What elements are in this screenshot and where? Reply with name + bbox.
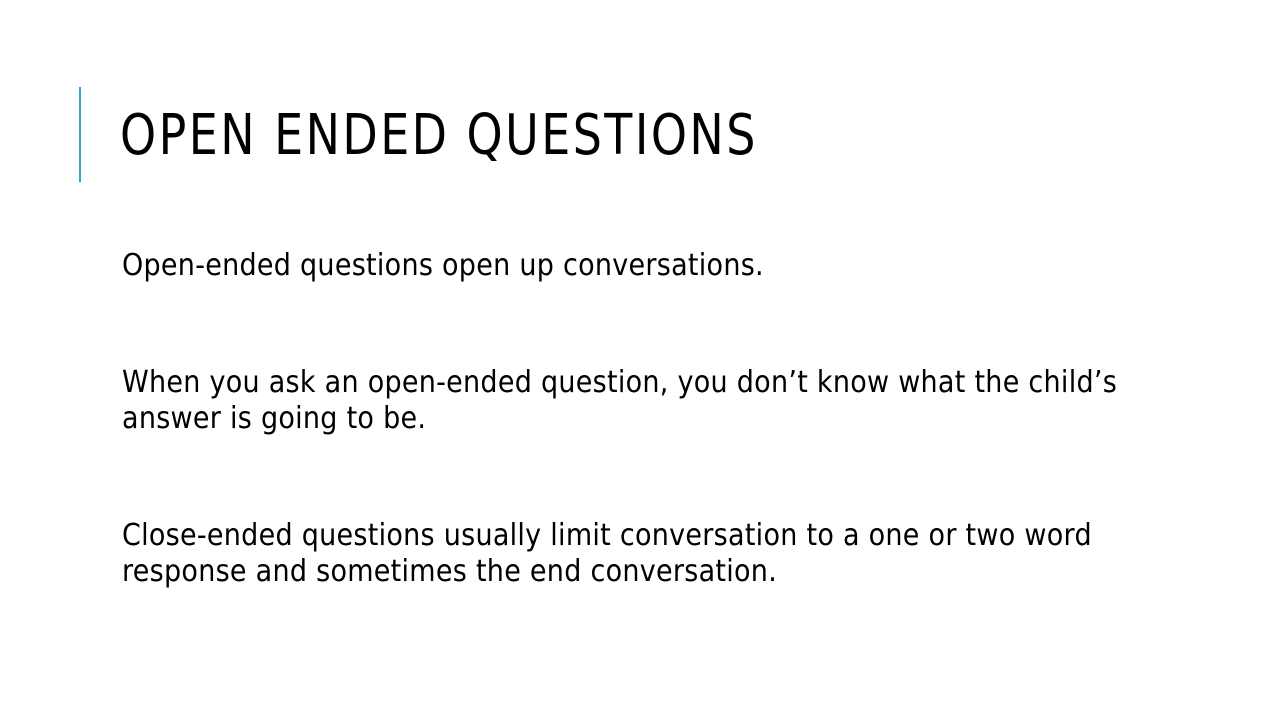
slide-body [122, 248, 1162, 590]
paragraph-open-ended: Open-ended questions open up conversations. [122, 248, 764, 283]
paragraph-unknown-answer: When you ask an open-ended question, you don’t know what the child’s answer is going to be. [122, 365, 1118, 436]
title-accent-bar [79, 87, 81, 182]
slide-title: OPEN ENDED QUESTIONS [120, 103, 758, 168]
paragraph-close-ended: Close-ended questions usually limit conversation to a one or two word response and sometimes the end conversation. [122, 518, 1092, 589]
